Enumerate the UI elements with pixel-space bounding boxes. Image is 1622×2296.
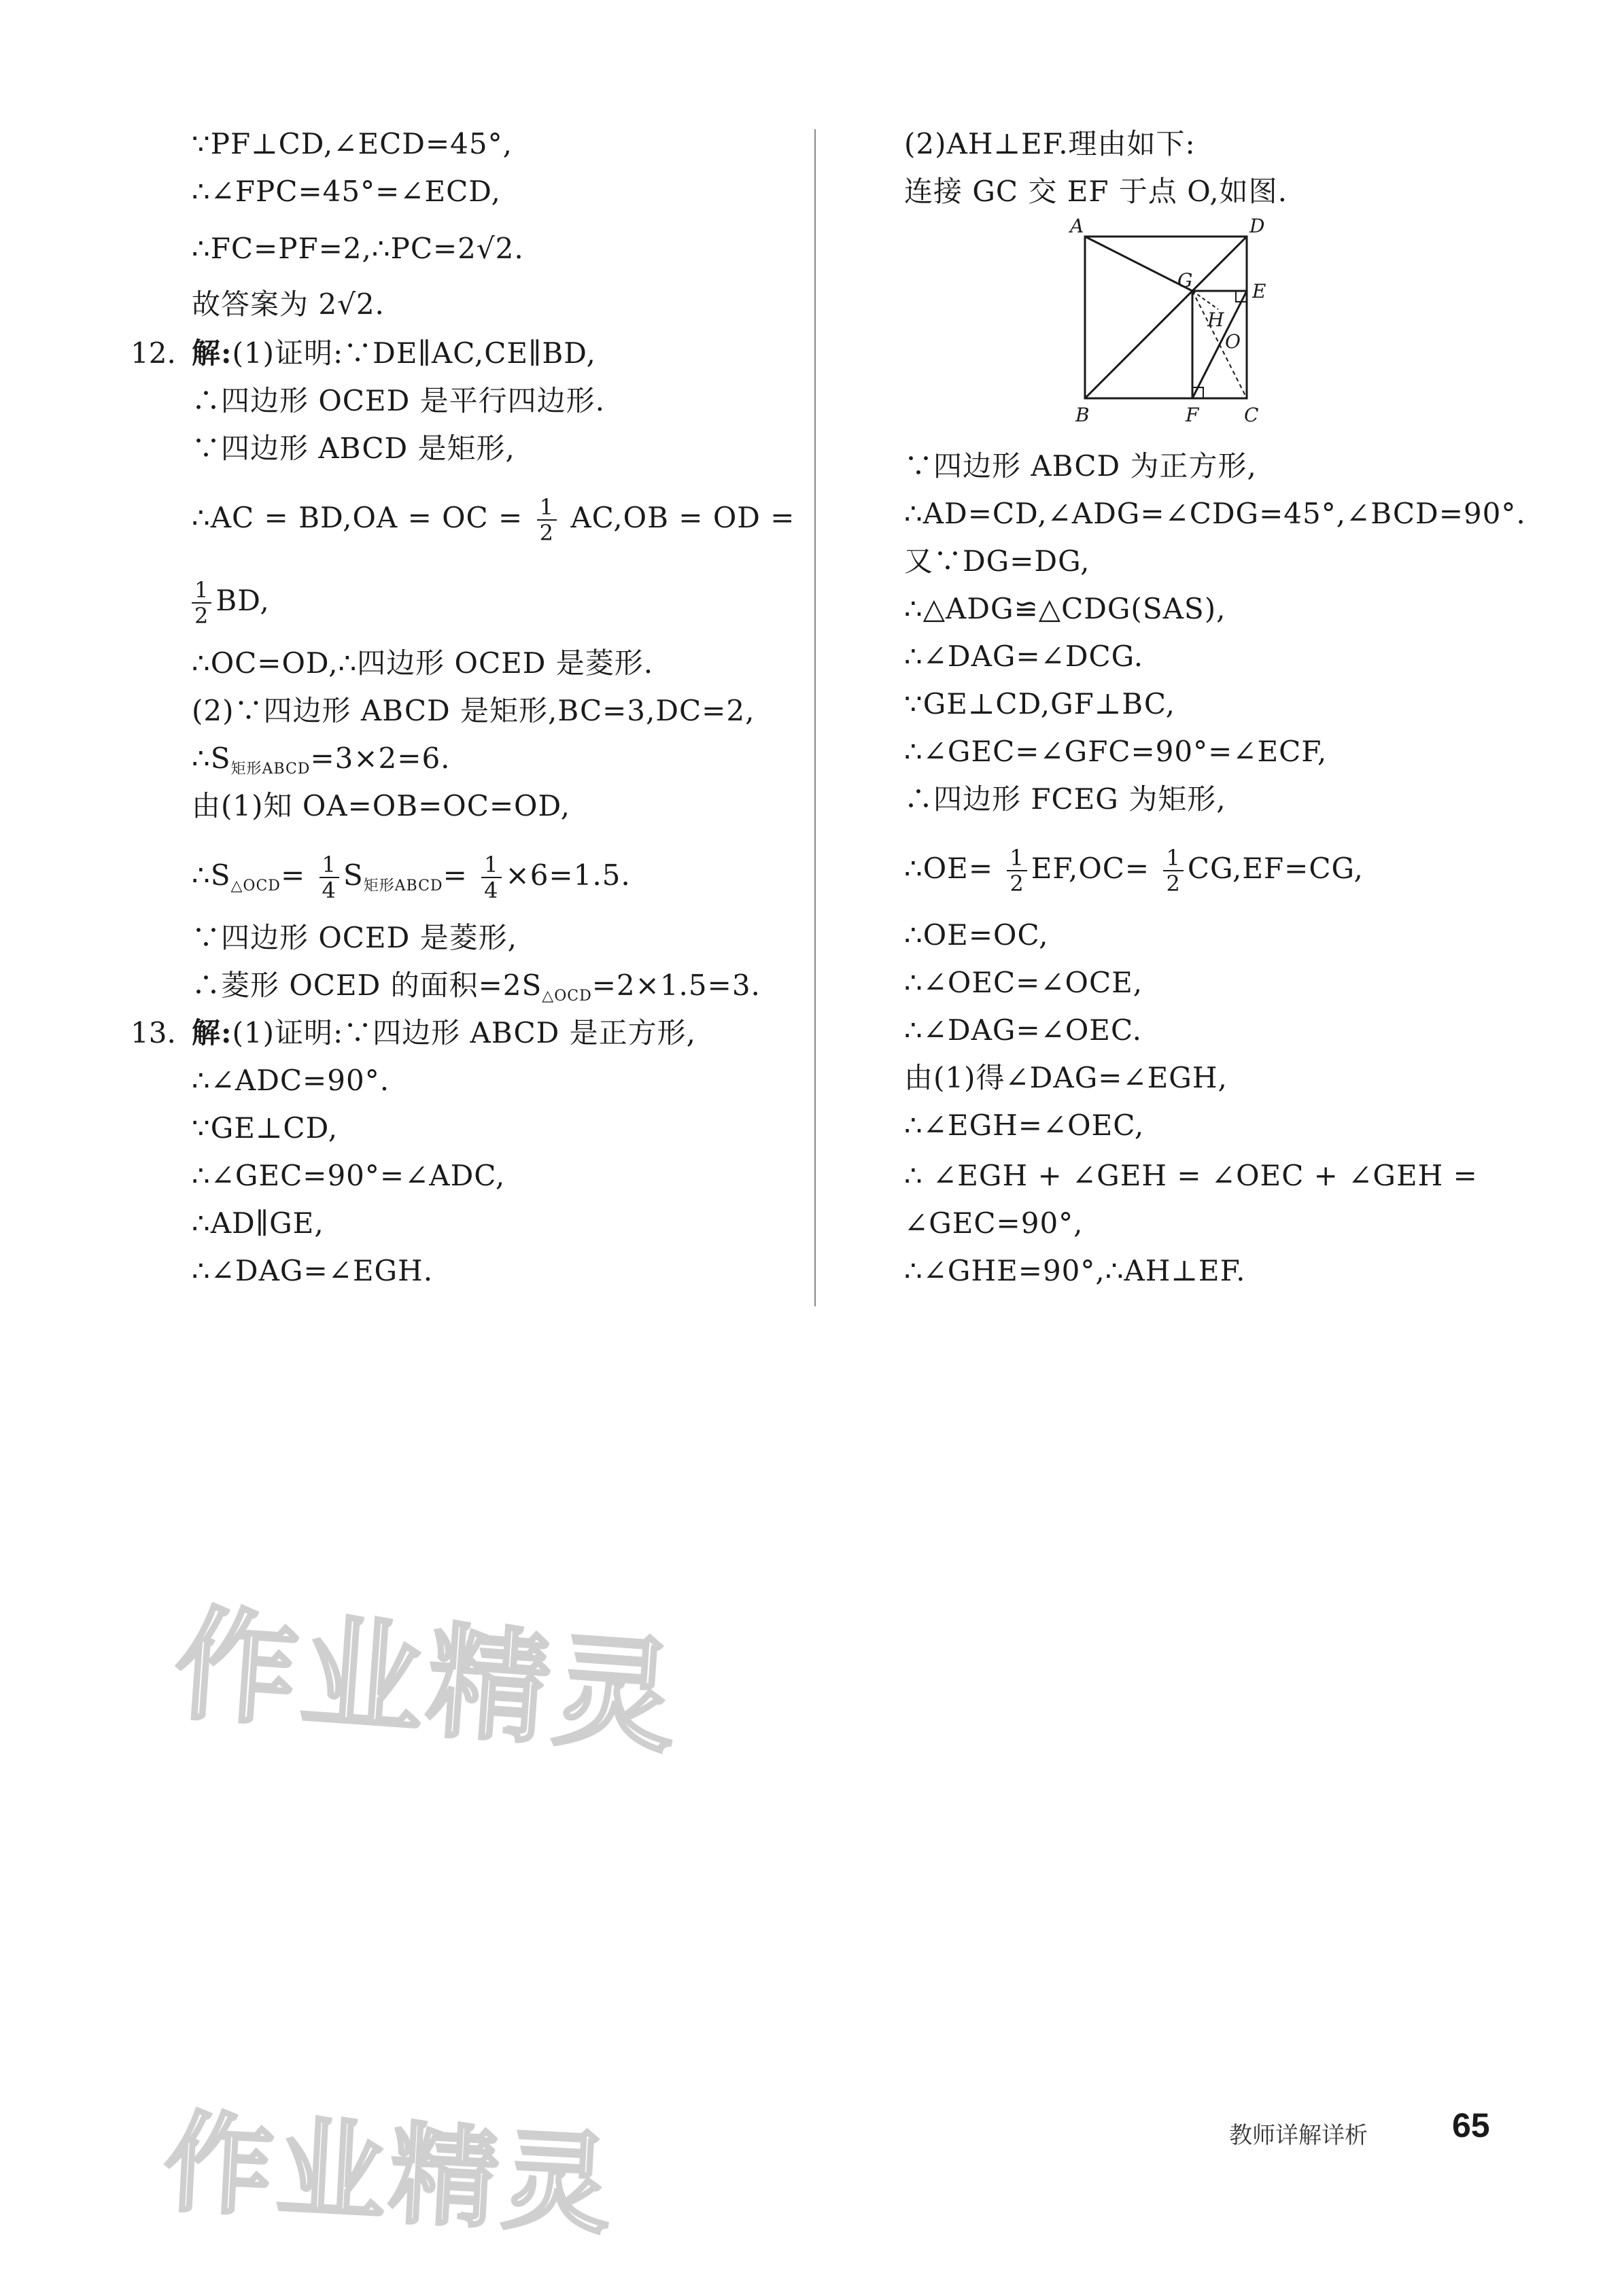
subscript: △OCD bbox=[542, 988, 592, 1005]
text-line: ∴∠EGH=∠OEC, bbox=[904, 1109, 1145, 1142]
text-line: ∴AD∥GE, bbox=[192, 1206, 324, 1240]
text-line: ∴∠OEC=∠OCE, bbox=[904, 966, 1143, 999]
text-line bbox=[192, 336, 596, 371]
fraction-denominator: 2 bbox=[194, 603, 209, 629]
fraction bbox=[537, 495, 557, 545]
text-line: ∴∠ADC=90°. bbox=[192, 1064, 390, 1097]
text-line: ∵四边形 OCED 是菱形, bbox=[192, 921, 517, 954]
text-span: (1)证明:∵DE∥AC,CE∥BD, bbox=[232, 336, 596, 370]
text-line: ∴∠FPC=45°=∠ECD, bbox=[192, 175, 501, 208]
text-line: ∴ ∠EGH + ∠GEH = ∠OEC + ∠GEH = bbox=[904, 1159, 1478, 1192]
text-span: CG,EF=CG, bbox=[1187, 852, 1364, 885]
page-number: 65 bbox=[1452, 2106, 1490, 2144]
text-line: ∴∠DAG=∠EGH. bbox=[192, 1254, 434, 1287]
label-o: O bbox=[1225, 330, 1241, 353]
text-line: (2)∵四边形 ABCD 是矩形,BC=3,DC=2, bbox=[192, 694, 755, 727]
fraction bbox=[192, 578, 211, 628]
fraction-numerator: 1 bbox=[537, 495, 557, 521]
text-line bbox=[192, 741, 451, 787]
text-line: 由(1)知 OA=OB=OC=OD, bbox=[192, 789, 571, 822]
fraction bbox=[1163, 846, 1183, 896]
subscript: △OCD bbox=[230, 877, 281, 894]
text-line: ∴OC=OD,∴四边形 OCED 是菱形. bbox=[192, 646, 654, 680]
solve-label: 解: bbox=[192, 1016, 232, 1049]
fraction-denominator: 4 bbox=[484, 877, 499, 903]
fraction-numerator: 1 bbox=[320, 852, 339, 878]
column-divider bbox=[814, 129, 816, 1306]
text-line: 又∵DG=DG, bbox=[904, 544, 1090, 578]
subscript: 矩形ABCD bbox=[230, 761, 311, 778]
text-span: ∴AC = BD,OA = OC = bbox=[192, 501, 523, 534]
text-span: =2×1.5=3. bbox=[591, 969, 761, 1002]
segment-gh bbox=[1192, 291, 1218, 309]
text-line: (2)AH⊥EF.理由如下: bbox=[904, 127, 1196, 160]
label-e: E bbox=[1252, 280, 1266, 302]
text-line bbox=[192, 1015, 696, 1051]
text-line: ∵GE⊥CD,GF⊥BC, bbox=[904, 687, 1175, 720]
fraction bbox=[1007, 846, 1026, 896]
subscript: 矩形ABCD bbox=[363, 877, 443, 894]
solve-label: 解: bbox=[192, 336, 232, 370]
text-line: 故答案为 2√2. bbox=[192, 288, 385, 321]
line-ag bbox=[1085, 237, 1192, 291]
text-line: ∴FC=PF=2,∴PC=2√2. bbox=[192, 232, 524, 265]
text-span: =3×2=6. bbox=[310, 742, 451, 775]
text-line: ∴四边形 OCED 是平行四边形. bbox=[192, 384, 605, 417]
text-line: ∴AD=CD,∠ADG=∠CDG=45°,∠BCD=90°. bbox=[904, 497, 1526, 530]
watermark: 作业精灵 bbox=[160, 2098, 619, 2250]
text-span: ∴菱形 OCED 的面积=2S bbox=[192, 969, 542, 1002]
text-line: ∴∠DAG=∠OEC. bbox=[904, 1013, 1142, 1047]
fraction-denominator: 4 bbox=[322, 877, 337, 903]
text-span: ∴S bbox=[192, 858, 231, 892]
text-span: ×6=1.5. bbox=[505, 858, 631, 892]
watermark: 作业精灵 bbox=[170, 1593, 685, 1771]
text-line: ∴∠GEC=∠GFC=90°=∠ECF, bbox=[904, 735, 1328, 768]
text-line: ∵GE⊥CD, bbox=[192, 1111, 339, 1145]
text-line bbox=[904, 846, 1364, 896]
label-f: F bbox=[1186, 404, 1199, 426]
text-span: ∴S bbox=[192, 742, 231, 775]
text-line: ∵四边形 ABCD 是矩形, bbox=[192, 432, 515, 465]
text-line bbox=[192, 968, 761, 1014]
text-span: ∴OE= bbox=[904, 852, 994, 885]
label-h: H bbox=[1207, 309, 1224, 331]
text-span: = bbox=[280, 858, 306, 892]
fraction bbox=[481, 852, 501, 903]
text-span: EF,OC= bbox=[1031, 852, 1150, 885]
fraction-numerator: 1 bbox=[192, 578, 211, 604]
text-span: S bbox=[343, 858, 364, 892]
text-line: ∴△ADG≌△CDG(SAS), bbox=[904, 592, 1226, 625]
label-d: D bbox=[1249, 218, 1265, 237]
text-line: ∴∠DAG=∠DCG. bbox=[904, 640, 1144, 673]
fraction bbox=[320, 852, 339, 903]
label-c: C bbox=[1244, 404, 1259, 426]
question-number-13: 13. bbox=[131, 1016, 176, 1049]
text-line: ∴∠GEC=90°=∠ADC, bbox=[192, 1159, 506, 1192]
text-span: AC,OB = OD = bbox=[570, 501, 795, 534]
fraction-denominator: 2 bbox=[539, 520, 554, 546]
fraction-numerator: 1 bbox=[1163, 846, 1183, 871]
text-span: BD, bbox=[215, 584, 270, 617]
label-b: B bbox=[1075, 404, 1090, 426]
fraction-denominator: 2 bbox=[1166, 871, 1181, 897]
fraction-numerator: 1 bbox=[1007, 846, 1026, 871]
text-line: ∵四边形 ABCD 为正方形, bbox=[904, 449, 1257, 483]
text-span: (1)证明:∵四边形 ABCD 是正方形, bbox=[232, 1016, 696, 1049]
text-line: ∴四边形 FCEG 为矩形, bbox=[904, 782, 1226, 816]
text-line: ∵PF⊥CD,∠ECD=45°, bbox=[192, 127, 513, 160]
geometry-figure bbox=[1060, 218, 1278, 435]
text-line bbox=[192, 495, 795, 545]
text-span: = bbox=[443, 858, 468, 892]
text-line: ∴OE=OC, bbox=[904, 918, 1049, 952]
fraction-numerator: 1 bbox=[481, 852, 501, 878]
text-line: ∠GEC=90°, bbox=[904, 1206, 1084, 1240]
text-line: 由(1)得∠DAG=∠EGH, bbox=[904, 1061, 1228, 1094]
fraction-denominator: 2 bbox=[1010, 871, 1024, 897]
text-line bbox=[192, 852, 631, 904]
question-number-12: 12. bbox=[131, 336, 176, 370]
text-line: 连接 GC 交 EF 于点 O,如图. bbox=[904, 175, 1288, 208]
text-line bbox=[192, 578, 270, 628]
text-line: ∴∠GHE=90°,∴AH⊥EF. bbox=[904, 1254, 1246, 1287]
label-g: G bbox=[1177, 269, 1193, 292]
footer-label: 教师详解详析 bbox=[1229, 2122, 1368, 2149]
label-a: A bbox=[1070, 218, 1084, 237]
